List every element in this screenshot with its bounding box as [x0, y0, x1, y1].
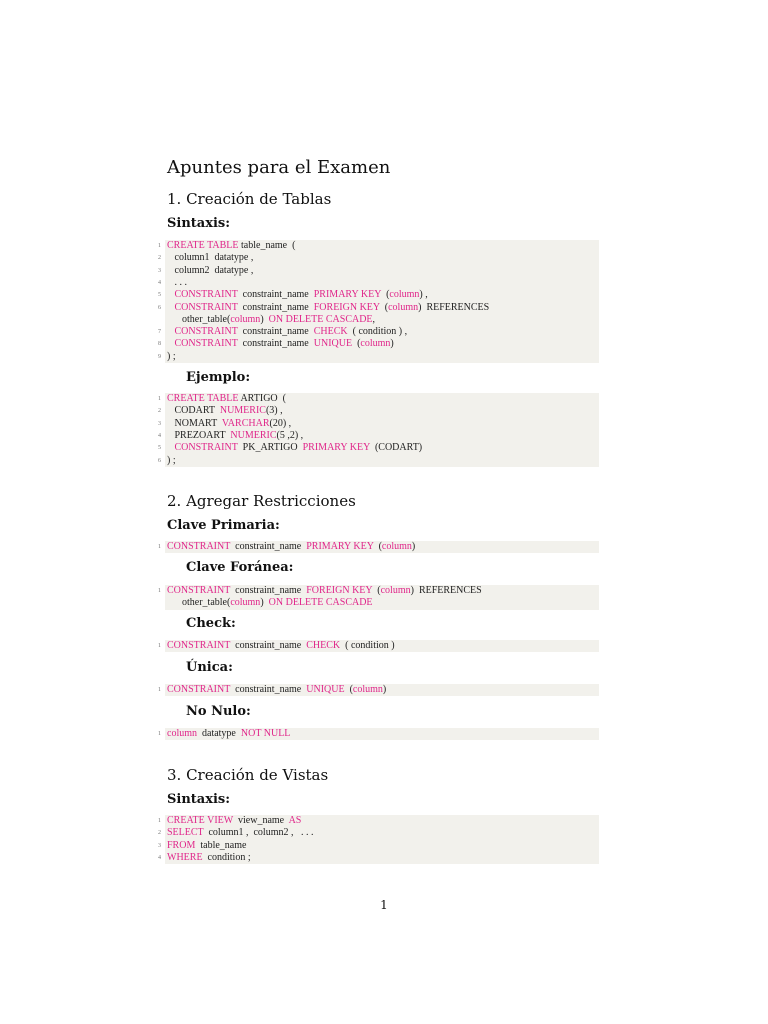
code-plain: condition ;: [202, 851, 251, 863]
line-number: 2: [158, 408, 161, 415]
subheading-foreign-key: Clave Foránea:: [186, 560, 294, 575]
code-line: [165, 597, 599, 609]
line-number: 4: [158, 432, 161, 439]
code-keyword: NOT NULL: [240, 728, 291, 739]
code-line: [158, 585, 599, 597]
subheading-view-syntax: Sintaxis:: [167, 792, 231, 807]
code-keyword: ON DELETE CASCADE: [268, 313, 373, 325]
document-title: Apuntes para el Examen: [167, 157, 391, 178]
line-number: 2: [158, 830, 161, 837]
code-plain: column2 datatype ,: [167, 264, 254, 276]
code-plain: constraint_name: [237, 326, 314, 338]
code-text: [167, 852, 251, 864]
code-plain: [167, 326, 175, 337]
code-line: [158, 252, 599, 264]
code-foreign-key: [158, 585, 599, 610]
code-line: [158, 301, 599, 314]
code-plain: other_table(: [167, 313, 231, 325]
code-keyword: CHECK: [313, 326, 348, 338]
code-keyword: NUMERIC: [219, 405, 266, 417]
code-keyword: column: [167, 728, 197, 739]
code-plain: NOMART: [167, 417, 222, 429]
code-plain: [167, 338, 175, 349]
code-text: [167, 840, 246, 852]
code-line: [158, 429, 599, 442]
code-keyword: CONSTRAINT: [174, 326, 238, 338]
code-plain: constraint_name: [237, 338, 314, 350]
code-text: [167, 393, 286, 405]
code-keyword: column: [230, 313, 261, 325]
code-plain: (: [352, 338, 361, 350]
code-plain: ) ;: [167, 454, 176, 466]
code-text: [167, 728, 290, 740]
code-plain: (: [381, 289, 390, 301]
section-heading-views: 3. Creación de Vistas: [167, 766, 329, 784]
line-number: 4: [158, 279, 161, 286]
code-plain: ): [382, 684, 387, 695]
code-text: [167, 240, 295, 252]
code-not-null: [158, 728, 599, 740]
line-number: 4: [158, 854, 161, 861]
code-line: [158, 338, 599, 350]
code-text: [167, 314, 375, 326]
subheading-not-null: No Nulo:: [186, 704, 251, 719]
code-unique: [158, 684, 599, 696]
code-line: [158, 851, 599, 864]
line-number: 1: [158, 588, 161, 594]
code-line: [158, 640, 599, 652]
code-line: [158, 240, 599, 252]
code-keyword: column: [380, 585, 411, 596]
line-number: 1: [158, 818, 161, 824]
code-keyword: CREATE VIEW: [167, 815, 234, 826]
code-plain: ): [260, 313, 269, 325]
code-plain: constraint_name: [237, 301, 314, 313]
code-keyword: ON DELETE CASCADE: [268, 597, 373, 609]
subheading-table-syntax: Sintaxis:: [167, 216, 231, 231]
code-plain: PK_ARTIGO: [237, 442, 303, 454]
code-plain: constraint_name: [230, 640, 307, 651]
code-keyword: FROM: [167, 839, 196, 851]
code-line: [158, 839, 599, 852]
line-number: 1: [158, 396, 161, 402]
section-heading-constraints: 2. Agregar Restricciones: [167, 492, 356, 510]
line-number: 3: [158, 267, 161, 274]
code-create-view-syntax: [158, 815, 599, 864]
subheading-unique: Única:: [186, 660, 233, 675]
code-plain: ( condition ) ,: [347, 326, 408, 338]
code-plain: (: [379, 301, 389, 313]
line-number: 8: [158, 341, 161, 348]
code-line: [158, 417, 599, 430]
line-number: 1: [158, 544, 161, 550]
code-plain: ) ,: [419, 289, 428, 301]
code-plain: [167, 442, 175, 453]
code-plain: constraint_name: [230, 684, 307, 695]
code-keyword: AS: [288, 815, 302, 826]
code-plain: PREZOART: [167, 429, 231, 441]
line-number: 9: [158, 353, 161, 360]
code-keyword: column: [388, 301, 419, 313]
code-plain: column1 , column2 , . . .: [203, 827, 314, 839]
code-plain: ( condition ): [340, 640, 395, 651]
code-keyword: VARCHAR: [221, 417, 270, 429]
code-keyword: CHECK: [306, 640, 341, 651]
line-number: 5: [158, 292, 161, 299]
code-plain: datatype: [197, 728, 241, 739]
code-plain: ) REFERENCES: [410, 585, 482, 596]
code-keyword: PRIMARY KEY: [306, 541, 374, 552]
code-text: [167, 597, 373, 609]
code-keyword: CONSTRAINT: [174, 442, 238, 454]
code-plain: ARTIGO (: [238, 393, 286, 404]
code-text: [167, 338, 394, 350]
code-line: [158, 405, 599, 417]
code-line: [158, 827, 599, 839]
code-keyword: CONSTRAINT: [174, 338, 238, 350]
line-number: 1: [158, 687, 161, 693]
code-text: [167, 265, 253, 277]
code-keyword: WHERE: [167, 851, 203, 863]
code-text: [167, 351, 176, 363]
code-plain: column1 datatype ,: [167, 252, 254, 264]
code-plain: ,: [372, 313, 376, 325]
code-text: [167, 455, 176, 467]
code-keyword: CREATE TABLE: [167, 240, 239, 251]
code-keyword: CONSTRAINT: [167, 541, 231, 552]
code-line: [158, 289, 599, 301]
code-line: [158, 350, 599, 363]
code-plain: (: [373, 541, 382, 552]
code-keyword: column: [381, 541, 412, 552]
code-text: [167, 684, 386, 696]
code-create-table-syntax: [158, 240, 599, 363]
code-line: [158, 728, 599, 740]
line-number: 5: [158, 445, 161, 452]
code-keyword: CONSTRAINT: [174, 301, 238, 313]
code-line: [158, 393, 599, 405]
code-text: [167, 585, 482, 597]
line-number: 7: [158, 329, 161, 336]
subheading-check: Check:: [186, 616, 236, 631]
code-line: [158, 264, 599, 277]
code-keyword: SELECT: [167, 827, 204, 839]
code-line: [158, 815, 599, 827]
code-keyword: FOREIGN KEY: [306, 585, 373, 596]
code-line: [158, 684, 599, 696]
line-number: 2: [158, 255, 161, 262]
line-number: 6: [158, 457, 161, 464]
section-heading-tables: 1. Creación de Tablas: [167, 190, 332, 208]
code-plain: [167, 302, 175, 313]
code-plain: (3) ,: [265, 405, 283, 417]
code-plain: constraint_name: [230, 541, 307, 552]
code-keyword: CONSTRAINT: [167, 640, 231, 651]
code-plain: ): [411, 541, 416, 552]
code-line: [158, 276, 599, 289]
code-plain: constraint_name: [230, 585, 307, 596]
code-plain: ): [260, 597, 269, 609]
code-plain: view_name: [233, 815, 289, 826]
code-plain: . . .: [167, 276, 187, 288]
line-number: 1: [158, 731, 161, 737]
code-plain: (: [344, 684, 353, 695]
code-create-table-example: [158, 393, 599, 467]
code-check: [158, 640, 599, 652]
code-text: [167, 640, 395, 652]
line-number: 3: [158, 420, 161, 427]
code-text: [167, 326, 407, 338]
code-keyword: UNIQUE: [306, 684, 345, 695]
code-text: [167, 541, 415, 553]
code-keyword: PRIMARY KEY: [313, 289, 382, 301]
code-keyword: CONSTRAINT: [174, 289, 238, 301]
code-keyword: UNIQUE: [313, 338, 353, 350]
code-plain: other_table(: [167, 597, 231, 609]
code-keyword: CREATE TABLE: [167, 393, 239, 404]
code-keyword: PRIMARY KEY: [302, 442, 370, 454]
code-line: [158, 442, 599, 454]
line-number: 6: [158, 304, 161, 311]
code-text: [167, 827, 313, 839]
code-line: [158, 541, 599, 553]
line-number: 1: [158, 243, 161, 249]
code-keyword: column: [230, 597, 261, 609]
code-plain: CODART: [167, 405, 220, 417]
code-text: [167, 442, 422, 454]
code-keyword: FOREIGN KEY: [313, 301, 380, 313]
code-line: [158, 454, 599, 467]
code-keyword: CONSTRAINT: [167, 684, 231, 695]
code-text: [167, 277, 187, 289]
line-number: 3: [158, 842, 161, 849]
code-plain: [167, 289, 175, 300]
code-keyword: CONSTRAINT: [167, 585, 231, 596]
code-plain: ): [390, 338, 394, 350]
code-plain: (5 ,2) ,: [276, 429, 304, 441]
page-number: 1: [380, 898, 388, 912]
code-text: [167, 302, 489, 314]
code-keyword: NUMERIC: [230, 429, 277, 441]
subheading-table-example: Ejemplo:: [186, 370, 251, 385]
code-keyword: column: [352, 684, 383, 695]
code-primary-key: [158, 541, 599, 553]
code-text: [167, 289, 428, 301]
code-text: [167, 418, 291, 430]
code-line: [158, 326, 599, 338]
code-text: [167, 405, 283, 417]
code-plain: (CODART): [369, 442, 423, 454]
code-keyword: column: [360, 338, 391, 350]
code-plain: table_name: [195, 839, 247, 851]
code-text: [167, 430, 303, 442]
line-number: 1: [158, 643, 161, 649]
code-text: [167, 252, 253, 264]
code-plain: constraint_name: [237, 289, 314, 301]
code-plain: ) ;: [167, 350, 176, 362]
subheading-primary-key: Clave Primaria:: [167, 518, 280, 533]
code-plain: (: [372, 585, 381, 596]
code-line: [165, 314, 599, 326]
code-plain: ) REFERENCES: [418, 301, 490, 313]
code-plain: (20) ,: [269, 417, 292, 429]
code-keyword: column: [389, 289, 420, 301]
code-plain: table_name (: [238, 240, 296, 251]
code-text: [167, 815, 301, 827]
